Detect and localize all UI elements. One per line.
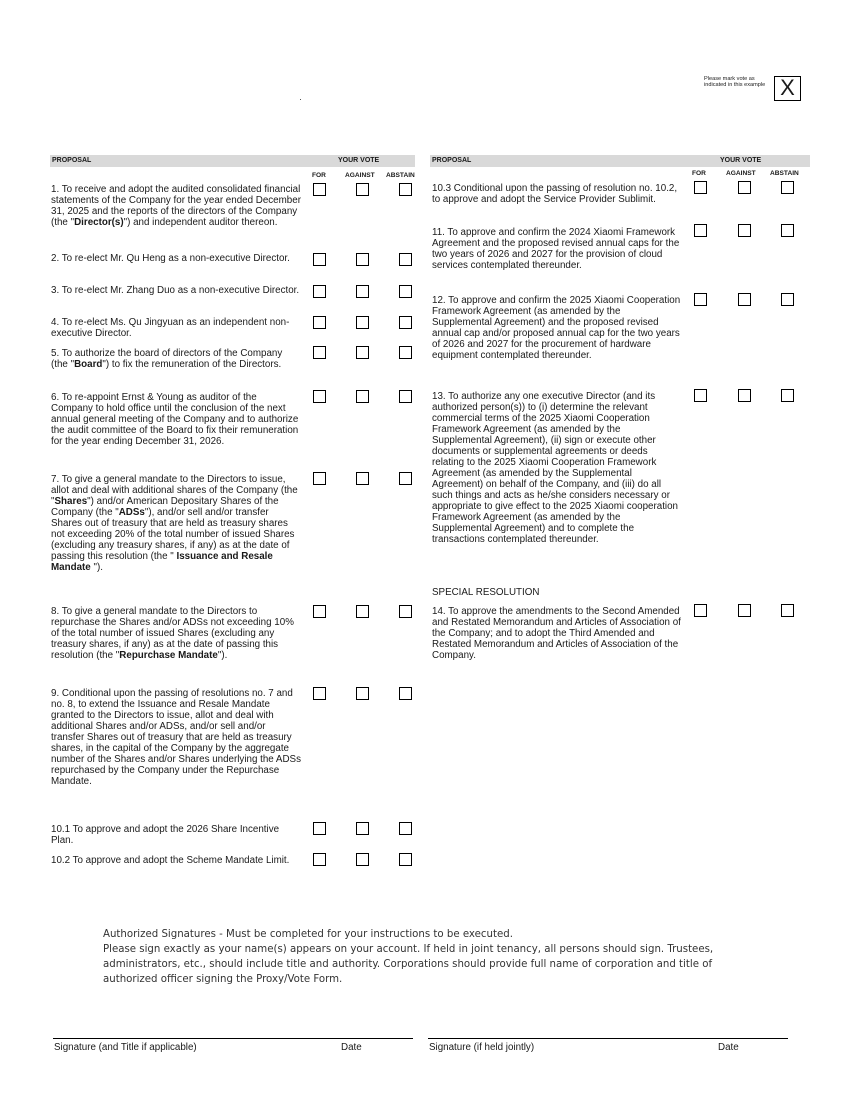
- for-column-header-right: FOR: [692, 170, 706, 177]
- vote-11-for-checkbox[interactable]: [694, 224, 707, 237]
- vote-6-against-checkbox[interactable]: [356, 390, 369, 403]
- vote-8-abstain-checkbox[interactable]: [399, 605, 412, 618]
- vote-3-for-checkbox[interactable]: [313, 285, 326, 298]
- against-column-header: AGAINST: [345, 172, 375, 179]
- special-resolution-heading: SPECIAL RESOLUTION: [432, 587, 540, 598]
- vote-1-for-checkbox[interactable]: [313, 183, 326, 196]
- vote-7-for-checkbox[interactable]: [313, 472, 326, 485]
- vote-9-against-checkbox[interactable]: [356, 687, 369, 700]
- proposal-10-3: 10.3 Conditional upon the passing of resolution no. 10.2, to approve and adopt the Service Provider Sublimit.: [432, 183, 678, 205]
- vote-9-for-checkbox[interactable]: [313, 687, 326, 700]
- date-label-1: Date: [341, 1042, 362, 1053]
- vote-12-against-checkbox[interactable]: [738, 293, 751, 306]
- mark-example-text: Please mark vote as indicated in this example: [704, 76, 766, 88]
- signature-label-2: Signature (if held jointly): [429, 1042, 535, 1053]
- left-header-bar: [50, 155, 415, 167]
- vote-7-abstain-checkbox[interactable]: [399, 472, 412, 485]
- right-header-bar: [430, 155, 810, 167]
- proposal-header-left: PROPOSAL: [52, 157, 92, 164]
- vote-9-abstain-checkbox[interactable]: [399, 687, 412, 700]
- vote-3-abstain-checkbox[interactable]: [399, 285, 412, 298]
- vote-5-for-checkbox[interactable]: [313, 346, 326, 359]
- vote-14-against-checkbox[interactable]: [738, 604, 751, 617]
- vote-10-3-against-checkbox[interactable]: [738, 181, 751, 194]
- proposal-13: 13. To authorize any one executive Director (and its authorized person(s)) to (i) determine the relevant commercial terms of the 2025 Xiaomi Cooperation Framework Agreement (as amended by the Supplemental Agreement), (ii) sign or execute other documents or supplemental agreements or deeds relating to the 2025 Xiaomi Cooperation Framework Agreement (as amended by the Supplemental Agreement) on behalf of the Company, and (iii) do all such things and acts as he/she considers necessary or appropriate to give effect to the 2025 Xiaomi cooperation Framework Agreement (as amended by the Supplemental Agreement) and to complete the transactions contemplated thereunder.: [432, 391, 678, 545]
- vote-10-1-for-checkbox[interactable]: [313, 822, 326, 835]
- vote-11-abstain-checkbox[interactable]: [781, 224, 794, 237]
- vote-11-against-checkbox[interactable]: [738, 224, 751, 237]
- proposal-14: 14. To approve the amendments to the Second Amended and Restated Memorandum and Articles of Association of the Company; and to adopt the Third Amended and Restated Memorandum and Articles of Association of the Company.: [432, 606, 681, 661]
- vote-6-for-checkbox[interactable]: [313, 390, 326, 403]
- vote-1-abstain-checkbox[interactable]: [399, 183, 412, 196]
- abstain-column-header: ABSTAIN: [386, 172, 415, 179]
- against-column-header-right: AGAINST: [726, 170, 756, 177]
- vote-12-abstain-checkbox[interactable]: [781, 293, 794, 306]
- vote-5-against-checkbox[interactable]: [356, 346, 369, 359]
- proposal-5: 5. To authorize the board of directors of the Company (the "Board") to fix the remuneration of the Directors.: [51, 348, 283, 370]
- vote-2-against-checkbox[interactable]: [356, 253, 369, 266]
- proposal-9: 9. Conditional upon the passing of resolutions no. 7 and no. 8, to extend the Issuance and Resale Mandate granted to the Directors to issue, allot and deal with additional Shares and/or ADSs, and/or sell and/or transfer Shares out of treasury that are held as treasury shares, in the capital of the Company by the aggregate number of the Shares and/or Shares underlying the ADSs repurchased by the Company under the Repurchase Mandate.: [51, 688, 301, 787]
- vote-1-against-checkbox[interactable]: [356, 183, 369, 196]
- proposal-4: 4. To re-elect Ms. Qu Jingyuan as an independent non-executive Director.: [51, 317, 290, 339]
- your-vote-header-left: YOUR VOTE: [338, 157, 380, 164]
- authorization-text: [103, 927, 743, 987]
- vote-10-2-abstain-checkbox[interactable]: [399, 853, 412, 866]
- mark-example-box: X: [774, 76, 801, 101]
- your-vote-header-right: YOUR VOTE: [720, 157, 762, 164]
- signature-line-1[interactable]: [53, 1038, 413, 1039]
- vote-13-abstain-checkbox[interactable]: [781, 389, 794, 402]
- vote-4-for-checkbox[interactable]: [313, 316, 326, 329]
- vote-3-against-checkbox[interactable]: [356, 285, 369, 298]
- proposal-3: 3. To re-elect Mr. Zhang Duo as a non-executive Director.: [51, 285, 300, 296]
- vote-6-abstain-checkbox[interactable]: [399, 390, 412, 403]
- vote-13-for-checkbox[interactable]: [694, 389, 707, 402]
- vote-10-1-abstain-checkbox[interactable]: [399, 822, 412, 835]
- vote-14-for-checkbox[interactable]: [694, 604, 707, 617]
- vote-14-abstain-checkbox[interactable]: [781, 604, 794, 617]
- vote-10-2-against-checkbox[interactable]: [356, 853, 369, 866]
- vote-10-2-for-checkbox[interactable]: [313, 853, 326, 866]
- vote-13-against-checkbox[interactable]: [738, 389, 751, 402]
- proposal-header-right: PROPOSAL: [432, 157, 472, 164]
- vote-10-3-for-checkbox[interactable]: [694, 181, 707, 194]
- signature-line-2[interactable]: [428, 1038, 788, 1039]
- vote-10-3-abstain-checkbox[interactable]: [781, 181, 794, 194]
- stray-dot: [300, 99, 301, 100]
- signature-label-1: Signature (and Title if applicable): [54, 1042, 197, 1053]
- vote-4-against-checkbox[interactable]: [356, 316, 369, 329]
- vote-2-abstain-checkbox[interactable]: [399, 253, 412, 266]
- vote-7-against-checkbox[interactable]: [356, 472, 369, 485]
- authorization-line-1: Authorized Signatures - Must be completed for your instructions to be executed.: [103, 929, 513, 940]
- vote-4-abstain-checkbox[interactable]: [399, 316, 412, 329]
- proposal-10-2: 10.2 To approve and adopt the Scheme Mandate Limit.: [51, 855, 290, 866]
- proposal-6: 6. To re-appoint Ernst & Young as auditor of the Company to hold office until the conclusion of the next annual general meeting of the Company and to authorize the audit committee of the Board to fix their remuneration for the year ending December 31, 2026.: [51, 392, 299, 447]
- proposal-7: 7. To give a general mandate to the Directors to issue, allot and deal with additional shares of the Company (the "Shares") and/or American Depositary Shares of the Company (the "ADSs"), and/or sell and/or transfer Shares out of treasury that are held as treasury shares not exceeding 20% of the total number of issued Shares (excluding any treasury shares, if any) as at the date of passing this resolution (the " Issuance and Resale Mandate ").: [51, 474, 298, 573]
- proposal-11: 11. To approve and confirm the 2024 Xiaomi Framework Agreement and the proposed revised annual caps for the two years of 2026 and 2027 for the provision of cloud services contemplated thereunder.: [432, 227, 680, 271]
- proposal-2: 2. To re-elect Mr. Qu Heng as a non-executive Director.: [51, 253, 290, 264]
- proposal-1: 1. To receive and adopt the audited consolidated financial statements of the Company for the year ended December 31, 2025 and the reports of the directors of the Company (the "Director(s)") and independent auditor thereon.: [51, 184, 301, 228]
- vote-8-for-checkbox[interactable]: [313, 605, 326, 618]
- for-column-header: FOR: [312, 172, 326, 179]
- vote-5-abstain-checkbox[interactable]: [399, 346, 412, 359]
- date-label-2: Date: [718, 1042, 739, 1053]
- proposal-12: 12. To approve and confirm the 2025 Xiaomi Cooperation Framework Agreement (as amended by the Supplemental Agreement) and the proposed revised annual cap and/or proposed annual cap for the two years of 2026 and 2027 for the procurement of hardware equipment contemplated thereunder.: [432, 295, 681, 361]
- proposal-8: 8. To give a general mandate to the Directors to repurchase the Shares and/or ADSs not exceeding 10% of the total number of issued Shares (excluding any treasury shares, if any) as at the date of passing this resolution (the "Repurchase Mandate").: [51, 606, 294, 661]
- vote-2-for-checkbox[interactable]: [313, 253, 326, 266]
- vote-8-against-checkbox[interactable]: [356, 605, 369, 618]
- vote-12-for-checkbox[interactable]: [694, 293, 707, 306]
- authorization-line-2: Please sign exactly as your name(s) appears on your account. If held in joint tenancy, all persons should sign. Trustees, administrators, etc., should include title and authority. Corporations should provide full name of corporation and title of authorized officer signing the Proxy/Vote Form.: [103, 944, 714, 985]
- vote-10-1-against-checkbox[interactable]: [356, 822, 369, 835]
- proposal-10-1: 10.1 To approve and adopt the 2026 Share Incentive Plan.: [51, 824, 280, 846]
- abstain-column-header-right: ABSTAIN: [770, 170, 799, 177]
